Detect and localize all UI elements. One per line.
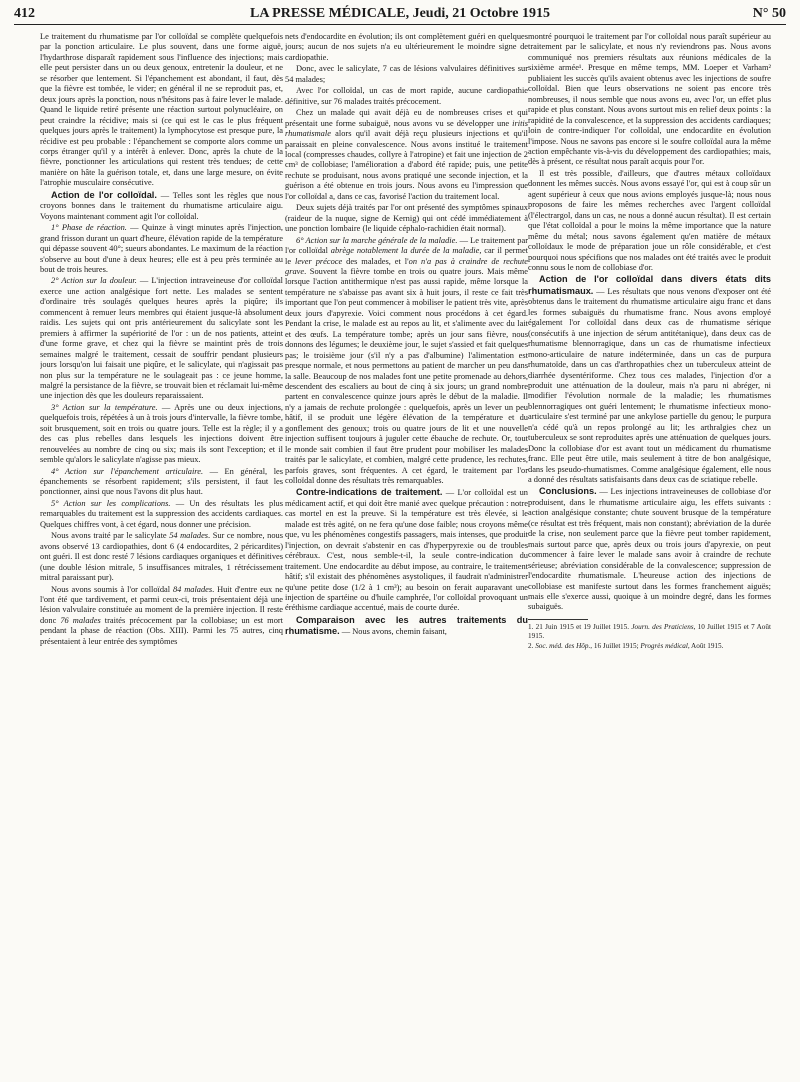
- section-heading-conclusions: Conclusions.: [539, 486, 597, 497]
- issue-number: N° 50: [752, 6, 786, 21]
- section-heading-contre-indications: Contre-indications de traitement.: [296, 487, 443, 498]
- paragraph-marche: 6° Action sur la marche générale de la maladie. — Le traitement par l'or colloïdal abrège notablement la durée de la maladie, car il permet le lever précoce des malades, et l'on n'a pas à craindre de rechute grave. Souvent la fièvre tombe en trois ou quatre jours. Mais même lorsque l'action antithermique n'est pas aussi rapide, même lorsque la température ne s'abaisse pas avant six à huit jours, il reste ce fait très important que l'on peut commencer à mobiliser le patient très vite, après deux jours d'apyrexie. Voici comment nous procédons à cet égard. Pendant la crise, le malade est au repos au lit, et s'alimente avec du lait et des œufs. La température tombe; après un jour sans fièvre, nous donnons des légumes; le deuxième jour, le sujet s'assied et fait quelques pas; le troisième jour (s'il n'y a pas d'albumine) l'alimentation est presque normale, et nous permettons au patient de marcher un peu dans la salle. Beaucoup de nos malades font une petite promenade au dehors, descendent des escaliers au bout de cinq à six jours; un grand nombre partent en convalescence quinze jours après le début de la maladie. Il n'y a jamais de rechute prolongée : quelquefois, après un lever un peu hâtif, il se produit une légère élévation de la température et du gonflement des genoux; trois ou quatre jours de lit et une nouvelle injection suffisent toujours à juguler cette ébauche de rechute. Or, tout le monde sait combien il faut être prudent pour mobiliser les malades traités par le salicylate, et combien, malgré cette prudence, les rechutes, parfois graves, sont fréquentes. A cet égard, le traitement par l'or colloïdal donne des résultats très remarquables.: [285, 235, 528, 486]
- paragraph: montré pourquoi le traitement par l'or colloïdal nous paraît supérieur au traitement par le salicylate, et nous n'y reviendrons pas. Nous avons communiqué nos premiers résultats aux réunions médicales de la sixième armée¹. Presque en même temps, MM. Loeper et Varham² publiaient les succès qu'ils avaient obtenus avec les injections de soufre colloïdal. Bien que leurs observations ne soient pas encore très nombreuses, il nous semble que nous avons eu, avec l'or, un effet plus rapide et plus constant. Nous avons surtout mis en relief deux points : la rapidité de la convalescence, et la suppression des accidents cardiaques; loin de contre-indiquer l'or colloïdal, une endocardite en évolution l'impose. Nous ne savons pas encore si le soufre colloïdal aura la même action empêchante vis-à-vis du développement des cardiopathies; mais, dès à présent, ce résultat nous paraît acquis pour l'or.: [528, 32, 771, 167]
- footnote-divider: [528, 619, 588, 620]
- page-number: 412: [14, 6, 35, 21]
- column-3: [528, 32, 771, 1077]
- paragraph-temperature: 3° Action sur la température. — Après une ou deux injections, quelquefois trois, répétées à un à trois jours d'intervalle, la fièvre tombe, soit brusquement, soit en trois ou quatre jours. Telle est la règle; il y a des cas plus rebelles dans lesquels les injections doivent être renouvelées au nombre de cinq ou six; mais ils sont l'exception; et il semble qu'alors le salicylate n'agisse pas mieux.: [40, 402, 283, 465]
- subsection-title: 6° Action sur la marche générale de la maladie.: [296, 235, 458, 245]
- section-heading-comparaison: Comparaison avec les autres traitements du rhumatisme.: [285, 614, 528, 637]
- paragraph-douleur: 2° Action sur la douleur. — L'injection intraveineuse d'or colloïdal exerce une action analgésique fort nette. Les malades se sentent d'ordinaire très soulagés quelques heures après la piqûre; ils commencent à remuer leurs membres qui étaient jusque-là absolument raidis. Les sujets qui ont pris antérieurement du salicylate sont les premiers à affirmer la supériorité de l'or : un de nos patients, atteint d'une forme grave, et chez qui la fièvre se maintint près de trois semaines malgré le traitement, cessait de souffrir pendant plusieurs jours lorsqu'on lui faisait une piqûre, et le salicylate, qui n'agissait pas non plus sur la température ne le soulageait pas : ce jeune homme, malgré la persistance de la fièvre, se trouvait bien et réclamait lui-même une injection dès que les douleurs reparaissaient.: [40, 276, 283, 401]
- paragraph-salicylate: Nous avons traité par le salicylate 54 malades. Sur ce nombre, nous avons observé 13 cardiopathies, dont 6 (4 endocardites, 2 péricardites) ont guéri. Il est donc resté 7 lésions cardiaques organiques et définitives (une double lésion mitrale, 5 insuffisances mitrales, 1 rétrécissement mitral paraissant pur).: [40, 531, 283, 583]
- running-header: [14, 2, 786, 25]
- paragraph-phase-reaction: 1° Phase de réaction. — Quinze à vingt minutes après l'injection, grand frisson durant un quart d'heure, élévation rapide de la température qui dépasse souvent 40°; sueurs abondantes. Le maximum de la réaction s'observe au bout d'une à deux heures; elle est à peu près terminée au bout de trois heures.: [40, 223, 283, 274]
- journal-title: LA PRESSE MÉDICALE, Jeudi, 21 Octobre 1915: [250, 6, 550, 21]
- subsection-title: 3° Action sur la température.: [51, 402, 158, 412]
- paragraph: Avec l'or colloïdal, un cas de mort rapide, aucune cardiopathie définitive, sur 76 malades traités précocement.: [285, 86, 528, 106]
- paragraph: Il est très possible, d'ailleurs, que d'autres métaux colloïdaux donnent les mêmes succès. Nous avons essayé l'or, qui est à coup sûr un agent supérieur à ceux que nous avions employés jusque-là; nous nous proposons de faire les mêmes recherches avec l'argent colloïdal (l'électrargol, dans un cas, ne nous a donné aucun résultat). Il est certain que l'état colloïdal a pour le moins la même importance que la nature même du métal; nous savons également qu'en matière de métaux colloïdaux le mode de préparation joue un rôle considérable, et c'est pourquoi nous spécifions que nos malades ont été traités avec le produit connu sous le nom de collobiase d'or.: [528, 168, 771, 272]
- paragraph-comparaison: Comparaison avec les autres traitements du rhumatisme. — Nous avons, chemin faisant,: [285, 614, 528, 637]
- paragraph-action: Action de l'or colloïdal. — Telles sont les règles que nous croyons bonnes dans le traitement du rhumatisme articulaire aigu. Voyons maintenant comment agit l'or colloïdal.: [40, 189, 283, 221]
- paragraph-or: Nous avons soumis à l'or colloïdal 84 malades. Huit d'entre eux ne l'ont été que tardivement, et parmi ceux-ci, trois présentaient déjà une lésion valvulaire constituée au moment de la première injection. Il reste donc 76 malades traités précocement par la collobiase; un est mort pendant la phase de réaction (Obs. XIII). Parmi les 75 autres, cinq présentaient à leur entrée des symptômes: [40, 584, 283, 646]
- footnote-2: 2. Soc. méd. des Hôp., 16 Juillet 1915; Progrès médical, Août 1915.: [528, 641, 724, 650]
- subsection-title: 5° Action sur les complications.: [51, 498, 171, 508]
- paragraph: Deux sujets déjà traités par l'or ont présenté des symptômes spinaux (raideur de la nuque, signe de Kernig) qui ont cédé immédiatement à une ponction lombaire (le liquide céphalo-rachidien était normal).: [285, 203, 528, 234]
- section-heading-etats-rhumatismaux: Action de l'or colloïdal dans divers états dits rhumatismaux.: [528, 274, 771, 296]
- subsection-title: 4° Action sur l'épanchement articulaire.: [51, 466, 204, 476]
- subsection-title: 2° Action sur la douleur.: [51, 276, 137, 286]
- subsection-title: 1° Phase de réaction.: [51, 223, 127, 233]
- column-2: [285, 32, 528, 1077]
- section-heading-action: Action de l'or colloïdal.: [51, 189, 157, 200]
- footnote-1: 1. 21 Juin 1915 et 19 Juillet 1915. Journ. des Praticiens, 10 Juillet 1915 et 7 Août 1915.: [528, 622, 771, 640]
- paragraph: Le traitement du rhumatisme par l'or colloïdal se complète quelquefois par la ponction articulaire. Le plus souvent, dans une forme aiguë, l'hydarthrose disparaît rapidement sous l'influence des injections; mais elle peut persister dans un ou deux genoux, entretenir la douleur, et ne se résorber que lentement. Si l'épanchement est abondant, il faut, dès que la fièvre est tombée, le vider; en général il ne se reproduit pas, et, deux jours après la ponction, nous n'hésitons pas à faire lever le malade. Quand le liquide retiré présente une réaction surtout polynucléaire, on peut craindre la récidive; mais si (ce qui est le cas le plus fréquent quelques jours après le traitement) la lymphocytose est presque pure, la récidive est peu probable : l'épanchement se comporte alors comme un corps étranger qu'il y a intérêt à enlever. Donc, après la chute de la fièvre, ponctionner les articulations qui restent très tendues; de cette manière on hâte la guérison totale, et, dans une large mesure, on évite l'atrophie musculaire consécutive.: [40, 32, 283, 188]
- paragraph-conclusions: Conclusions. — Les injections intraveineuses de collobiase d'or produisent, dans le rhumatisme articulaire aigu, les effets suivants : action analgésique constante; chute souvent brusque de la température (ce résultat est très fréquent, mais non constant); abréviation de la durée de la crise, non seulement parce que la fièvre peut tomber rapidement, mais surtout parce que, après deux ou trois jours d'apyrexie, on peut commencer à faire lever le malade sans avoir à craindre de rechute sérieuse; abréviation considérable de la convalescence; suppression de l'endocardite rhumatismale. L'heureuse action des injections de collobiase est manifeste surtout dans les formes franchement aiguës; mais elle s'exerce aussi, quoique à un moindre degré, dans les formes subaiguës.: [528, 486, 771, 612]
- paragraph: Donc, avec le salicylate, 7 cas de lésions valvulaires définitives sur 54 malades;: [285, 64, 528, 84]
- paragraph-contre-indications: Contre-indications de traitement. — L'or colloïdal est un médicament actif, et qui doit être manié avec quelque précaution : notre cas mortel en est la preuve. Si la température est très élevée, si le malade est très agité, on ne fera qu'une dose faible; nous croyons même que, vu les phénomènes congestifs passagers, mais intenses, que produit l'injection, on devrait s'abstenir en cas d'hyperpyrexie ou de troubles cérébraux. C'est, nous semble-t-il, la seule contre-indication du traitement. Une endocardite au début impose, au contraire, le traitement hâtif; s'il existait des phénomènes asystoliques, il faudrait n'administrer qu'une petite dose (1/2 à 1 cm³); au besoin on ferait auparavant une injection de spartéine ou d'huile camphrée, l'or colloïdal provoquant un éréthisme cardiaque accentué, mais de courte durée.: [285, 487, 528, 613]
- paragraph-epanchement: 4° Action sur l'épanchement articulaire. — En général, les épanchements se résorbent rapidement; s'ils persistent, il faut les ponctionner, ainsi que nous l'avons dit plus haut.: [40, 466, 283, 497]
- paragraph-etats-rhumatismaux: Action de l'or colloïdal dans divers états dits rhumatismaux. — Les résultats que nous venons d'exposer ont été obtenus dans le traitement du rhumatisme articulaire aigu franc et dans les formes subaiguës du rhumatisme franc. Nous avons employé également l'or colloïdal dans deux cas de rhumatisme sérique (consécutifs à une injection de sérum antitétanique), dans deux cas de rhumatisme blennorragique, dans un cas de rhumatisme infectieux mono-articulaire de nature indéterminée, dans un cas de purpura rhumatoïde, dans un cas d'arthropathies chez un tuberculeux atteint de diarrhée dysentériforme. Chez tous ces malades, l'injection d'or a produit une atténuation de la douleur, mais n'a paru ni abréger, ni modifier l'évolution normale de la maladie; les rhumatismes blennorragiques ont guéri lentement; le rhumatisme infectieux mono-articulaire s'est terminé par une ankylose partielle du genou; le purpura n'a cédé qu'à un repos prolongé au lit; les arthralgies chez un tuberculeux se sont reproduites après une atténuation de quelques jours. Donc la collobiase d'or est avant tout un médicament du rhumatisme franc. Elle peut être utile, mais seulement à titre de bon analgésique, dans les pseudo-rhumatismes. Comme analgésique également, elle nous a donné des résultats satisfaisants dans deux cas de sciatique rebelle.: [528, 274, 771, 485]
- column-1: [40, 32, 283, 1077]
- paragraph: nets d'endocardite en évolution; ils ont complètement guéri en quelques jours; aucun de nos sujets n'a eu ultérieurement le moindre signe de cardiopathie.: [285, 32, 528, 62]
- paragraph-complications: 5° Action sur les complications. — Un des résultats les plus remarquables du traitement est la suppression des accidents cardiaques. Quelques chiffres vont, à cet égard, nous donner une précision.: [40, 498, 283, 529]
- paragraph-iritis: Chez un malade qui avait déjà eu de nombreuses crises et qui présentait une forme subaiguë, nous avons vu se développer une iritis rhumatismale alors qu'il avait déjà reçu plusieurs injections et qu'il paraissait en pleine convalescence. Nous avons institué le traitement local (compresses chaudes, collyre à l'atropine) et fait une injection de 2 cm³ de collobiase; l'amélioration a d'abord été rapide; puis, une petite rechute se produisant, nous avons pratiqué une seconde injection, et la guérison a été obtenue en trois jours. Nous avons eu l'impression que l'or colloïdal a, dans ce cas, favorisé l'action du traitement local.: [285, 108, 528, 201]
